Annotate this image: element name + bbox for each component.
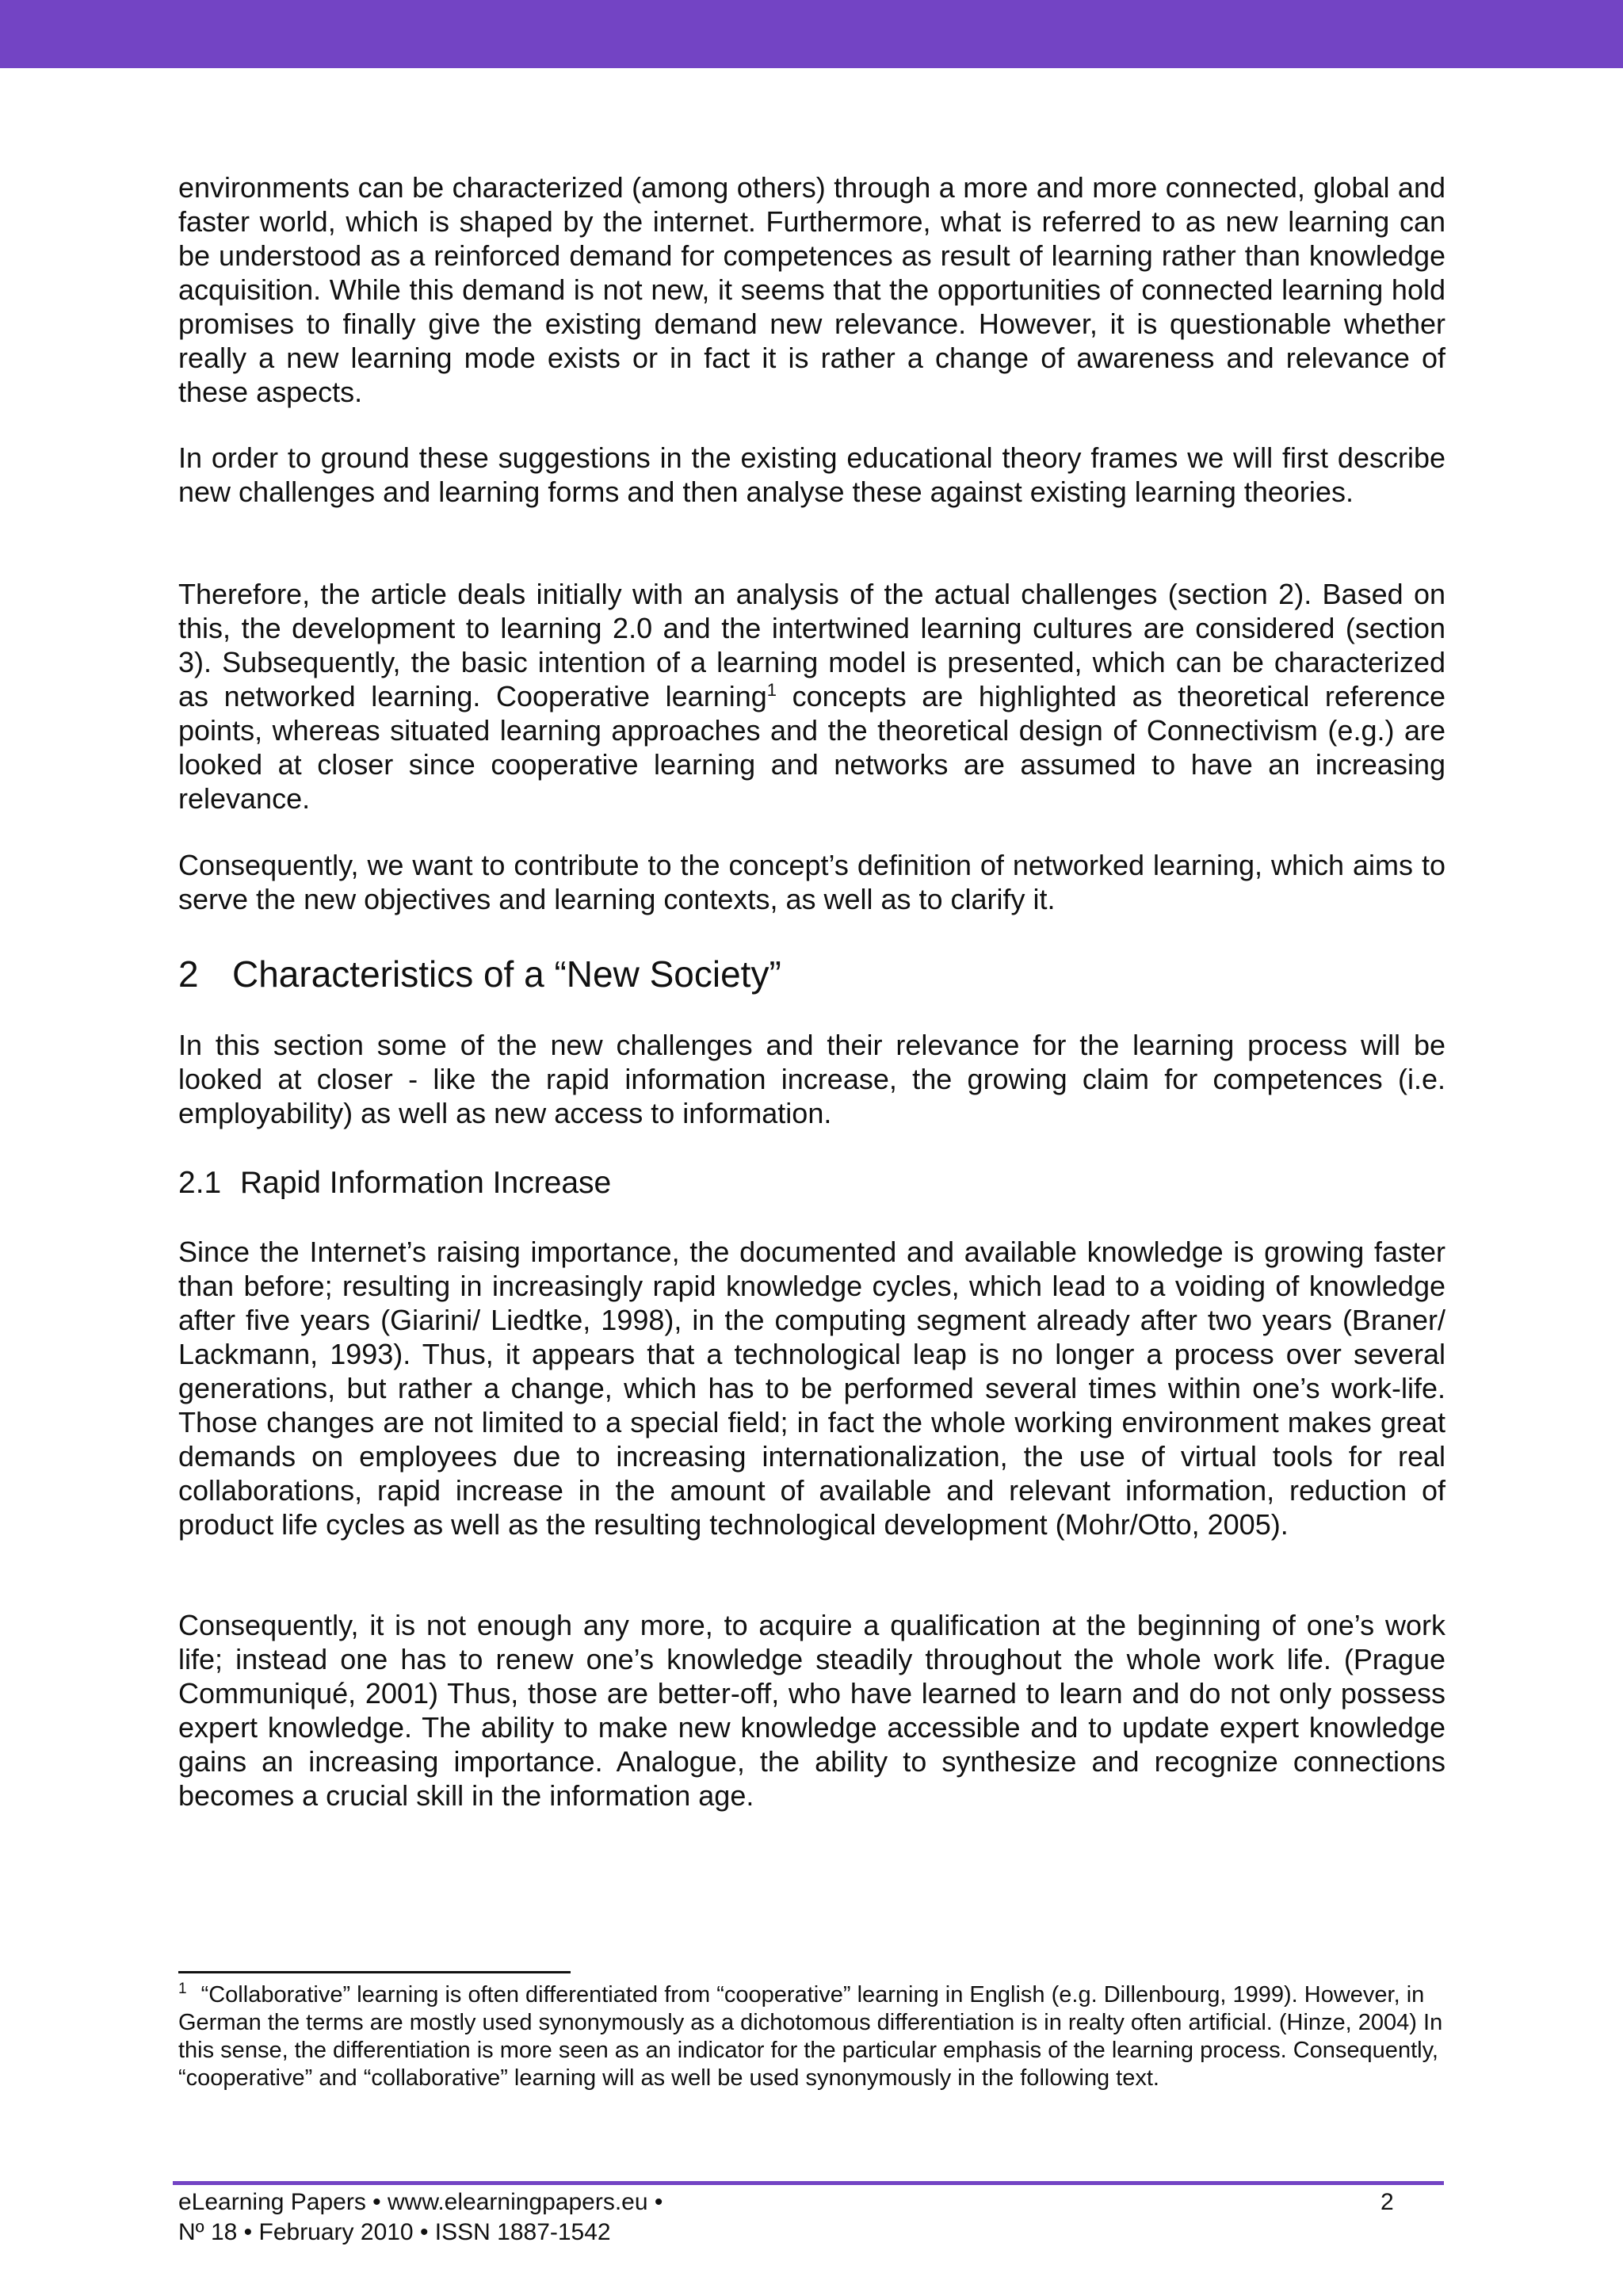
paragraph — [178, 577, 1445, 816]
paragraph-text: Therefore, the article deals initially with an analysis of the actual challenges (section 2). Based on this, the development to learning 2.0 and the intertwined learning cultures are considered (section 3). Subsequently, the basic intention of a learning model is presented, which can be characterized as networked learning. Cooperative learning — [178, 578, 1445, 712]
subsection-number: 2.1 — [178, 1166, 222, 1200]
subsection-title: Rapid Information Increase — [240, 1166, 612, 1200]
paragraph: environments can be characterized (among others) through a more and more connected, global and faster world, which is shaped by the internet. Furthermore, what is referred to as new learning can be understood as a reinforced demand for competences as result of learning rather than knowledge acquisition. While this demand is not new, it seems that the opportunities of connected learning hold promises to finally give the existing demand new relevance. However, it is questionable whether really a new learning mode exists or in fact it is rather a change of awareness and relevance of these aspects. — [178, 171, 1445, 408]
footer-line-2: Nº 18 • February 2010 • ISSN 1887-1542 — [178, 2219, 611, 2245]
footnote-separator — [178, 1971, 571, 1973]
footnote-number: 1 — [178, 1981, 187, 1998]
footnote — [178, 1981, 1446, 2092]
paragraph: Consequently, it is not enough any more, to acquire a qualification at the beginning of one’s work life; instead one has to renew one’s knowledge steadily throughout the whole work life. (Prague Communiqué, 2001) Thus, those are better-off, who have learned to learn and do not only possess expert knowledge. The ability to make new knowledge accessible and to update expert knowledge gains an increasing importance. Analogue, the ability to synthesize and recognize connections becomes a crucial skill in the information age. — [178, 1609, 1445, 1812]
paragraph: Consequently, we want to contribute to the concept’s definition of networked learning, which aims to serve the new objectives and learning contexts, as well as to clarify it. — [178, 849, 1445, 915]
section-heading — [178, 952, 781, 996]
page-number: 2 — [1381, 2189, 1394, 2215]
paragraph: In order to ground these suggestions in the existing educational theory frames we will first describe new challenges and learning forms and then analyse these against existing learning theories. — [178, 441, 1445, 508]
footnote-reference[interactable]: 1 — [766, 680, 777, 700]
footer-line-1: eLearning Papers • www.elearningpapers.eu • — [178, 2189, 663, 2215]
section-title: Characteristics of a “New Society” — [232, 953, 781, 995]
header-bar — [0, 0, 1623, 68]
paragraph: In this section some of the new challenges and their relevance for the learning process will be looked at closer - like the rapid information increase, the growing claim for competences (i.e. employability) as well as new access to information. — [178, 1029, 1445, 1129]
subsection-heading — [178, 1164, 611, 1202]
footnote-text: “Collaborative” learning is often differentiated from “cooperative” learning in English (e.g. Dillenbourg, 1999). However, in German the terms are mostly used synonymously as a dichotomous differentiation is in realty often artificial. (Hinze, 2004) In this sense, the differentiation is more seen as an indicator for the particular emphasis of the learning process. Consequently, “cooperative” and “collaborative” learning will as well be used synonymously in the following text. — [178, 1982, 1443, 2091]
paragraph: Since the Internet’s raising importance, the documented and available knowledge is growing faster than before; resulting in increasingly rapid knowledge cycles, which lead to a voiding of knowledge after five years (Giarini/ Liedtke, 1998), in the computing segment already after two years (Braner/ Lackmann, 1993). Thus, it appears that a technological leap is no longer a process over several generations, but rather a change, which has to be performed several times within one’s work-life. Those changes are not limited to a special field; in fact the whole working environment makes great demands on employees due to increasing internationalization, the use of virtual tools for real collaborations, rapid increase in the amount of available and relevant information, reduction of product life cycles as well as the resulting technological development (Mohr/Otto, 2005). — [178, 1236, 1445, 1541]
section-number: 2 — [178, 953, 199, 995]
footer-rule — [173, 2181, 1444, 2185]
paragraph-text: concepts are highlighted as theoretical reference points, whereas situated learning approaches and the theoretical design of Connectivism (e.g.) are looked at closer since cooperative learning and networks are assumed to have an increasing relevance. — [178, 680, 1445, 815]
